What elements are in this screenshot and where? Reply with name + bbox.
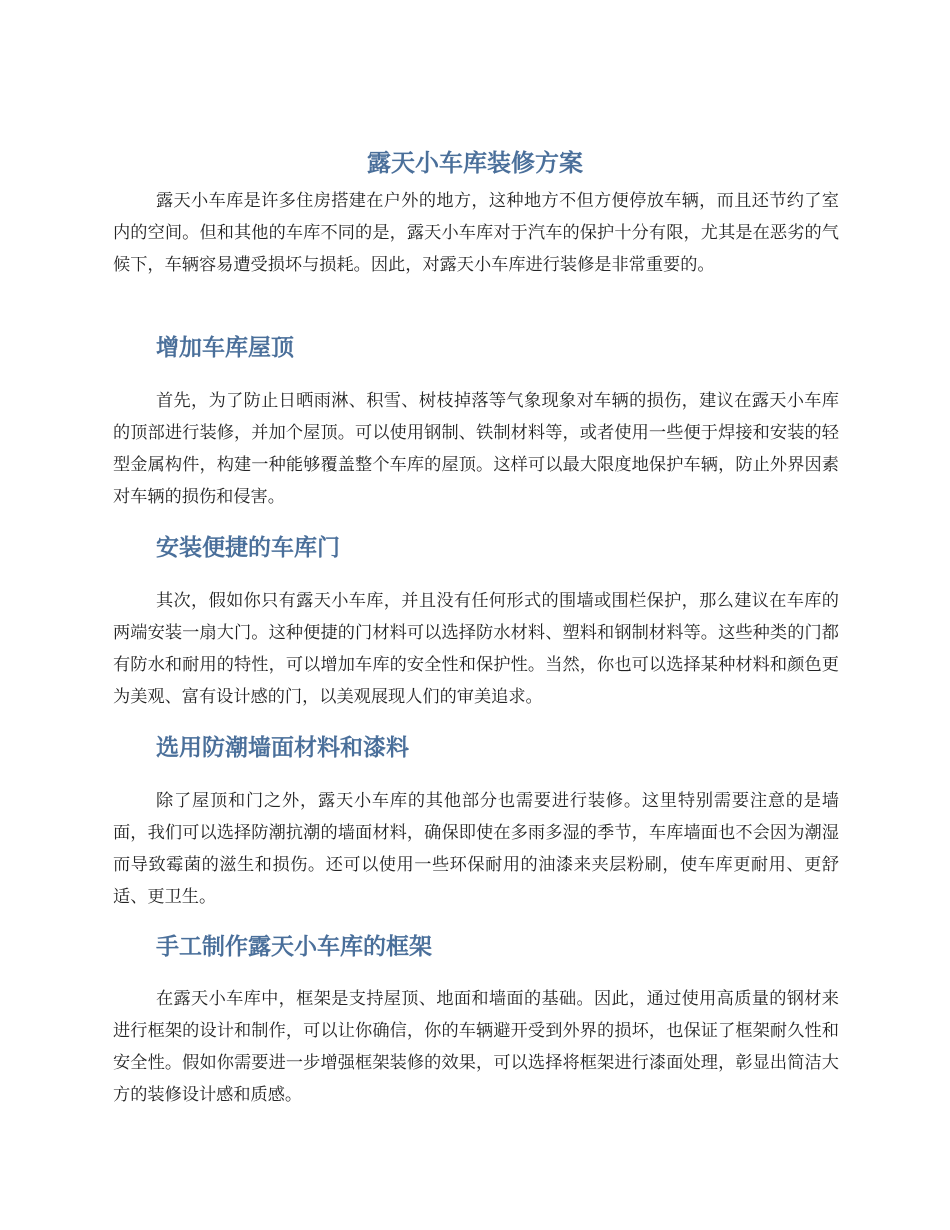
section-body-door: 其次，假如你只有露天小车库，并且没有任何形式的围墙或围栏保护，那么建议在车库的两端安装一扇大门。这种便捷的门材料可以选择防水材料、塑料和钢制材料等。这些种类的门都有防水和耐用的特性，可以增加车库的安全性和保护性。当然，你也可以选择某种材料和颜色更为美观、富有设计感的门，以美观展现人们的审美追求。 — [113, 591, 839, 707]
section-heading-walls: 选用防潮墙面材料和漆料 — [156, 735, 409, 761]
section-body-frame: 在露天小车库中，框架是支持屋顶、地面和墙面的基础。因此，通过使用高质量的钢材来进行框架的设计和制作，可以让你确信，你的车辆避开受到外界的损坏，也保证了框架耐久性和安全性。假如你需要进一步增强框架装修的效果，可以选择将框架进行漆面处理，彰显出简洁大方的装修设计感和质感。 — [113, 989, 839, 1105]
document-title: 露天小车库装修方案 — [367, 149, 583, 177]
section-body-roof: 首先，为了防止日晒雨淋、积雪、树枝掉落等气象现象对车辆的损伤，建议在露天小车库的顶部进行装修，并加个屋顶。可以使用钢制、铁制材料等，或者使用一些便于焊接和安装的轻型金属构件，构建一种能够覆盖整个车库的屋顶。这样可以最大限度地保护车辆，防止外界因素对车辆的损伤和侵害。 — [113, 391, 839, 507]
section-heading-frame: 手工制作露天小车库的框架 — [156, 934, 432, 960]
section-heading-roof: 增加车库屋顶 — [156, 335, 294, 361]
intro-paragraph: 露天小车库是许多住房搭建在户外的地方，这种地方不但方便停放车辆，而且还节约了室内的空间。但和其他的车库不同的是，露天小车库对于汽车的保护十分有限，尤其是在恶劣的气候下，车辆容易遭受损坏与损耗。因此，对露天小车库进行装修是非常重要的。 — [113, 191, 839, 275]
section-heading-door: 安装便捷的车库门 — [156, 535, 340, 561]
section-body-walls: 除了屋顶和门之外，露天小车库的其他部分也需要进行装修。这里特别需要注意的是墙面，我们可以选择防潮抗潮的墙面材料，确保即使在多雨多湿的季节，车库墙面也不会因为潮湿而导致霉菌的滋生和损伤。还可以使用一些环保耐用的油漆来夹层粉刷，使车库更耐用、更舒适、更卫生。 — [113, 791, 839, 907]
